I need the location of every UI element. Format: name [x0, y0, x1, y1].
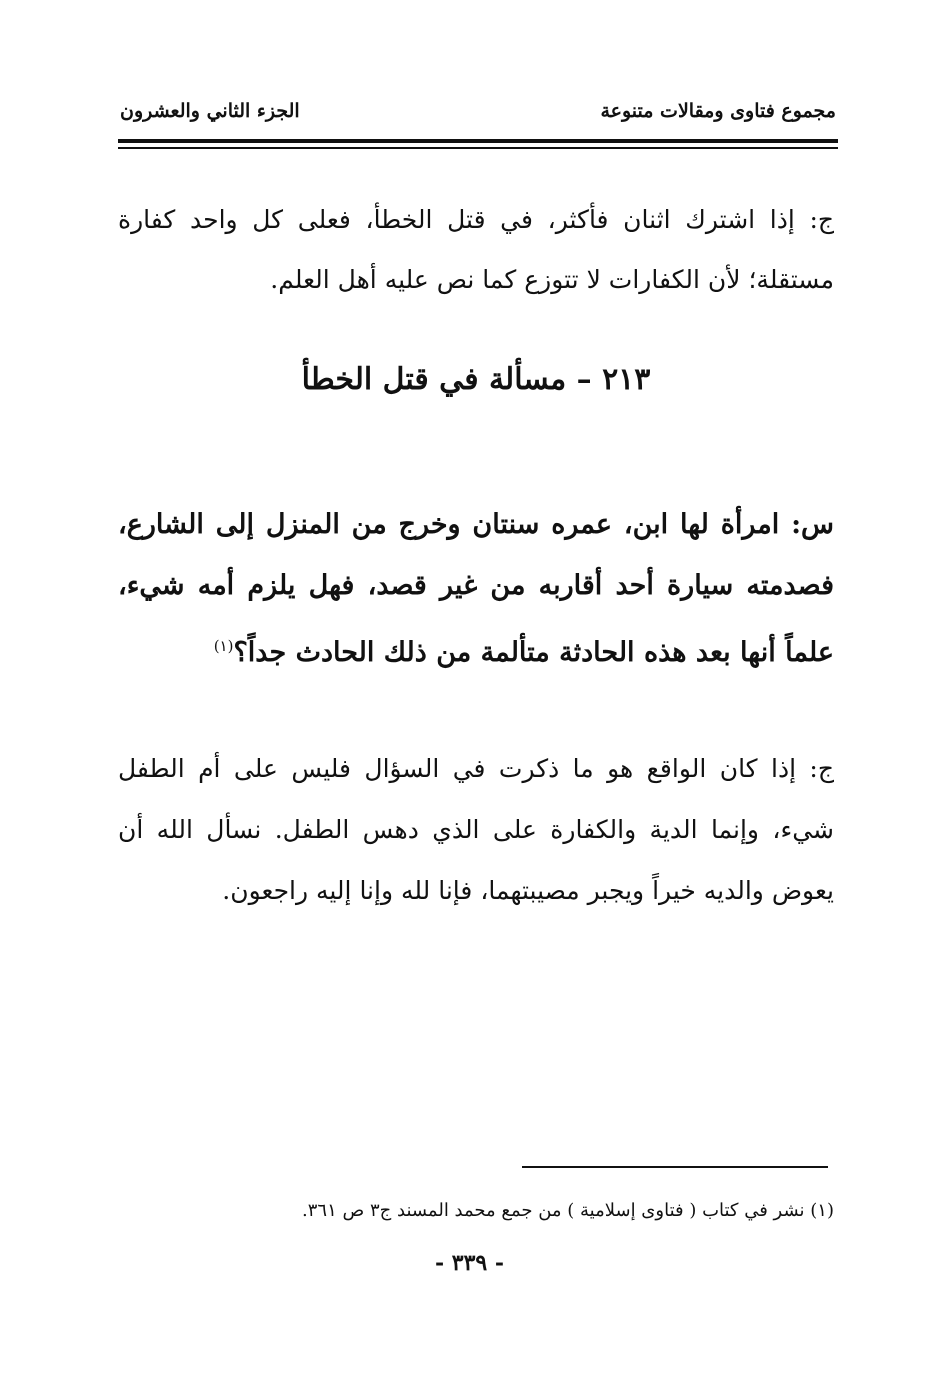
question-paragraph — [118, 494, 834, 683]
header-rule-thick — [118, 139, 838, 143]
section-title: ٢١٣ – مسألة في قتل الخطأ — [301, 362, 651, 397]
volume-label: الجزء الثاني والعشرون — [120, 100, 300, 122]
intro-answer-paragraph: ج: إذا اشترك اثنان فأكثر، في قتل الخطأ، فعلى كل واحد كفارة مستقلة؛ لأن الكفارات لا تتوزع كما نص عليه أهل العلم. — [118, 205, 834, 294]
page-number: - ٣٣٩ - — [434, 1250, 505, 1276]
footnote-separator — [522, 1166, 828, 1168]
answer-paragraph: ج: إذا كان الواقع هو ما ذكرت في السؤال فليس على أم الطفل شيء، وإنما الدية والكفارة على الذي دهس الطفل. نسأل الله أن يعوض والديه خيراً ويجبر مصيبتهما، فإنا لله وإنا إليه راجعون. — [118, 754, 834, 905]
footnote: (١) نشر في كتاب ( فتاوى إسلامية ) من جمع محمد المسند ج٣ ص ٣٦١. — [302, 1200, 834, 1221]
book-title: مجموع فتاوى ومقالات متنوعة — [600, 100, 836, 122]
header-rule-thin — [118, 147, 838, 149]
footnote-reference[interactable]: (١) — [213, 637, 234, 655]
question-text: س: امرأة لها ابن، عمره سنتان وخرج من المنزل إلى الشارع، فصدمته سيارة أحد أقاربه من غير قصد، فهل يلزم أمه شيء، علماً أنها بعد هذه الحادثة متألمة من ذلك الحادث جداً؟ — [118, 509, 834, 668]
running-header — [120, 96, 836, 130]
